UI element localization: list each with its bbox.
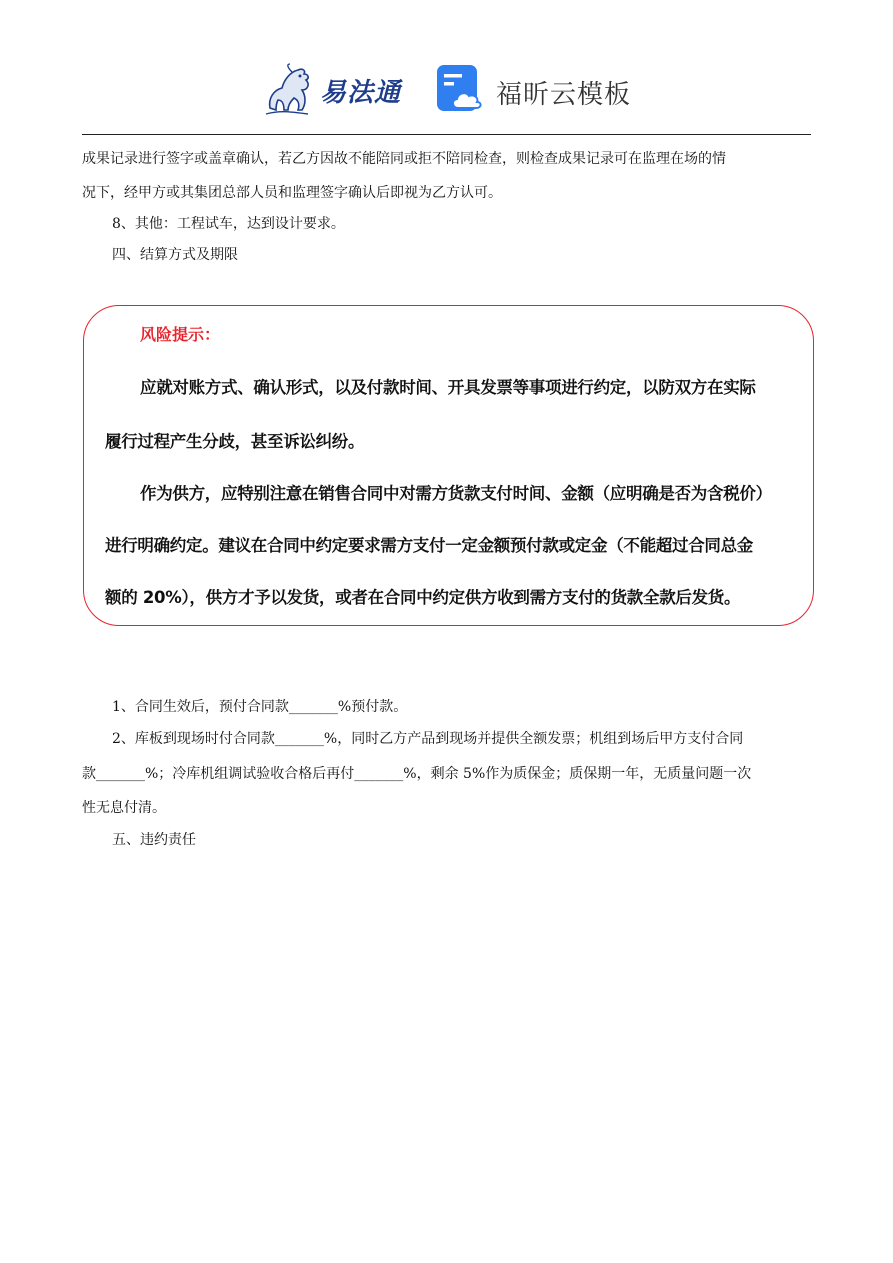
paragraph-line: 2、库板到现场时付合同款_______%，同时乙方产品到现场并提供全额发票；机组到场后甲方支付合同 <box>112 731 744 747</box>
risk-text-line: 进行明确约定。建议在合同中约定要求需方支付一定金额预付款或定金（不能超过合同总金 <box>105 536 754 555</box>
risk-text-line: 作为供方，应特别注意在销售合同中对需方货款支付时间、金额（应明确是否为含税价） <box>140 484 772 503</box>
paragraph-other: 8、其他：工程试车，达到设计要求。 <box>112 216 345 232</box>
section-heading-breach: 五、违约责任 <box>112 832 196 848</box>
logo2-text: 福昕云模板 <box>496 80 632 110</box>
logo1-text: 易法通 <box>320 78 402 108</box>
risk-text-line: 应就对账方式、确认形式，以及付款时间、开具发票等事项进行约定，以防双方在实际 <box>140 378 756 397</box>
risk-text-line: 额的 20%），供方才予以发货，或者在合同中约定供方收到需方支付的货款全款后发货。 <box>105 588 741 607</box>
foxit-cloud-icon <box>436 64 486 114</box>
risk-title: 风险提示： <box>140 325 221 344</box>
risk-warning-box <box>83 305 814 626</box>
paragraph-line: 况下，经甲方或其集团总部人员和监理签字确认后即视为乙方认可。 <box>82 185 502 201</box>
paragraph-line: 性无息付清。 <box>82 800 166 816</box>
yifatong-logo <box>262 62 412 118</box>
paragraph-line: 款_______%；冷库机组调试验收合格后再付_______%，剩余 5%作为质保金；质保期一年，无质量问题一次 <box>82 766 752 782</box>
header-divider <box>82 134 811 135</box>
foxit-cloud-template-logo <box>436 64 636 116</box>
paragraph-line: 成果记录进行签字或盖章确认，若乙方因故不能陪同或拒不陪同检查，则检查成果记录可在监理在场的情 <box>82 151 726 167</box>
page-header <box>0 58 893 124</box>
section-heading-settlement: 四、结算方式及期限 <box>112 247 238 263</box>
risk-text-line: 履行过程产生分歧，甚至诉讼纠纷。 <box>105 432 365 451</box>
paragraph-prepayment: 1、合同生效后，预付合同款_______%预付款。 <box>112 699 408 715</box>
qilin-mascot-icon <box>262 62 322 118</box>
